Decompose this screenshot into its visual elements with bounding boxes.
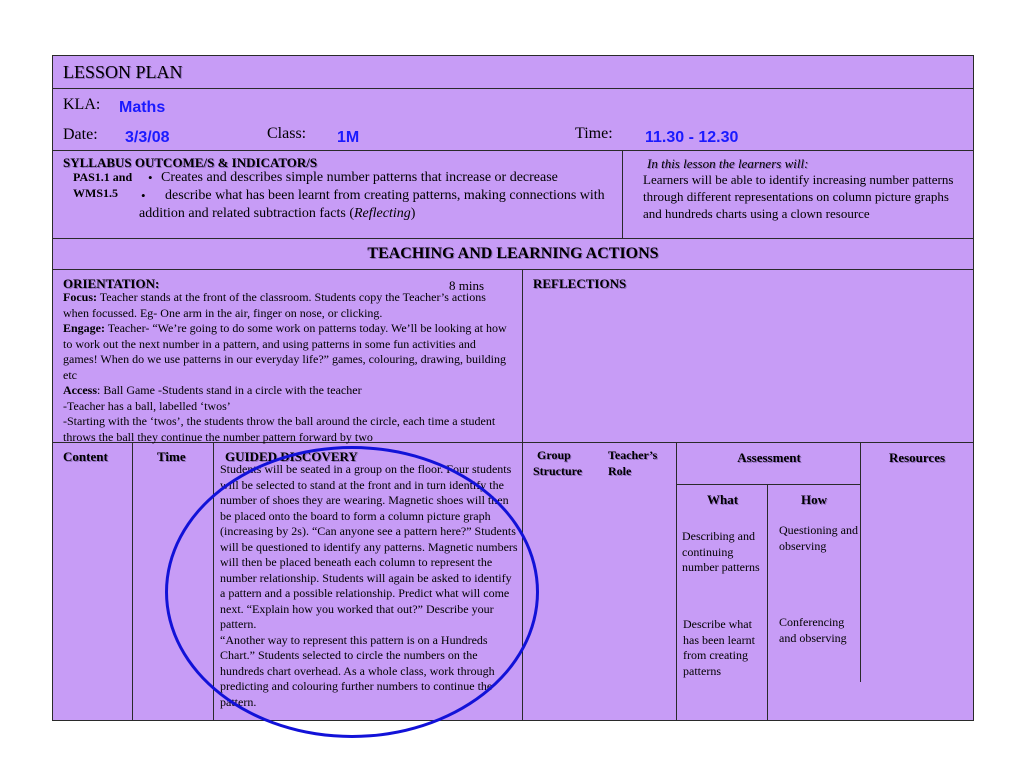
content-header: Content [63,449,108,464]
teacher-role-header-2: Role [608,464,632,478]
table-column-divider [860,442,861,682]
table-column-divider [767,484,768,721]
class-label: Class: [267,125,307,142]
what-item-1: Describing and continuing number patterns [682,529,760,574]
assessment-subheader-divider [677,484,861,485]
orientation-column-divider [522,269,523,721]
outcome-item-2-line-2: addition and related subtraction facts (Reflecting) [139,206,416,221]
row-divider [53,88,973,89]
time-header: Time [157,449,186,464]
resources-header: Resources [888,450,946,465]
guided-discovery-heading: GUIDED DISCOVERY [225,449,358,464]
row-divider [53,269,973,270]
assessment-header: Assessment [737,450,801,465]
kla-label: KLA: [63,96,101,113]
syllabus-heading: SYLLABUS OUTCOME/S & INDICATOR/S [63,155,318,170]
orientation-duration: 8 mins [449,278,485,293]
how-item-1: Questioning and observing [779,523,858,553]
kla-value: Maths [119,99,166,116]
teaching-heading: TEACHING AND LEARNING ACTIONS [367,245,659,262]
guided-discovery-text: Students will be seated in a group on the floor. Four students will be selected to stand at the front and in turn identify the number of shoes they are wearing. Magnetic shoes will then be placed onto the board to form a column picture graph (increasing by 2s). “Can anyone see a pattern here?” Students will be questioned to identify any patterns. Magnetic numbers will then be placed beneath each column to represent the number relationship. Students will again be asked to identify a pattern and a possible relationship. Predict what will come next. “Explain how you worked that out?” Describe your pattern. “Another way to represent this pattern is on a Hundreds Chart.” Students selected to circle the numbers on the hundreds chart overhead. As a whole class, work through predicting and colouring further numbers to continue the pattern. [220,462,518,709]
orientation-body: Focus: Teacher stands at the front of the classroom. Students copy the Teacher’s actions when focussed. Eg- One arm in the air, finger on nose, or clicking. Engage: Teacher- “We’re going to do some work on patterns today. We’ll be looking at how to work out the next number in a pattern, and using patterns in some fun activities and games! When do we use patterns in our everyday life?” games, colouring, drawing, building etc Access: Ball Game -Students stand in a circle with the teacher -Teacher has a ball, labelled ‘twos’ -Starting with the ‘twos’, the students throw the ball around the circle, each time a student throws the ball they continue the number pattern forward by two [63,290,507,444]
class-value: 1M [337,129,360,146]
learners-heading: In this lesson the learners will: [647,156,809,171]
outcome-code-1: PAS1.1 and [73,170,133,184]
table-column-divider [132,442,133,721]
orientation-heading: ORIENTATION: [63,276,160,291]
date-value: 3/3/08 [125,129,170,146]
what-item-2: Describe what has been learnt from creating patterns [683,617,755,678]
learners-text: Learners will be able to identify increasing number patterns through different representations on column picture graphs and hundreds charts using a clown resource [643,172,954,221]
row-divider [53,238,973,239]
bullet: • [148,170,153,185]
date-label: Date: [63,126,98,143]
bullet: • [141,188,146,203]
row-divider [53,150,973,151]
group-structure-header-1: Group [537,448,571,462]
how-item-2: Conferencing and observing [779,615,847,645]
what-header: What [706,492,739,507]
time-label: Time: [575,125,613,142]
outcome-code-2: WMS1.5 [73,186,118,200]
table-column-divider [213,442,214,721]
reflections-heading: REFLECTIONS [533,276,627,291]
syllabus-column-divider [622,150,623,238]
outcome-item-1: Creates and describes simple number patterns that increase or decrease [161,170,558,185]
outcome-item-2-line-1: describe what has been learnt from creating patterns, making connections with [165,188,605,203]
lesson-plan-sheet [52,55,974,721]
page-title: LESSON PLAN [63,62,183,82]
time-value: 11.30 - 12.30 [645,129,739,146]
teacher-role-header-1: Teacher’s [608,448,658,462]
group-structure-header-2: Structure [533,464,583,478]
table-column-divider [676,442,677,721]
how-header: How [801,492,827,507]
